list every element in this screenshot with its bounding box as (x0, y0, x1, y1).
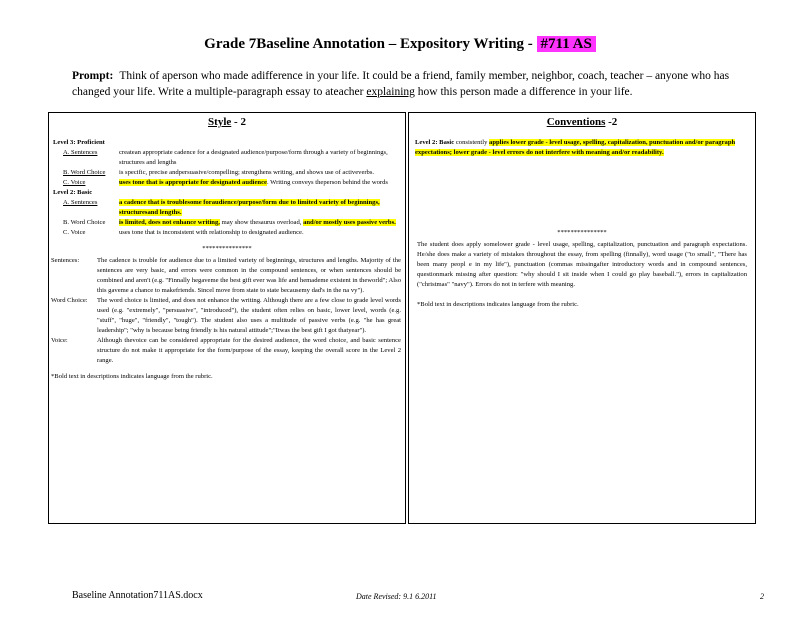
style-rubric (49, 128, 405, 254)
prompt-text-2: how this person made a difference in your life. (414, 86, 633, 98)
style-l3-b: B. Word Choice is specific, precise andpersuasive/compelling; strengthens writing, and shows use of activeverbs. (63, 169, 375, 176)
prompt (72, 68, 732, 100)
style-stars: *************** (202, 245, 252, 252)
prompt-underlined: explaining (366, 86, 415, 98)
style-level2: Level 2: Basic (53, 189, 93, 196)
footer-page-number: 2 (760, 592, 764, 601)
footer-filename: Baseline Annotation711AS.docx (72, 590, 203, 601)
title-tag: #711 AS (537, 36, 596, 52)
conventions-l2-criteria: applies lower grade - level usage, spelling, capitalization, punctuation and/or paragraph expectations; lower grade - level errors do not interfere with meaning and/or readability. (415, 139, 736, 156)
style-l2-a: A. Sentences a cadence that is troublesome foraudience/purpose/form due to limited variety of beginnings, structuresand lengths. (63, 199, 380, 216)
conventions-header-label: Conventions (546, 116, 606, 128)
style-voice: Voice: Although thevoice can be considered appropriate for the desired audience, the word choice, and basic sentence structure do not make it appropriate for the form/purpose of the essay, keeping the overall score in the Level 2 range. (51, 337, 401, 364)
style-l2-c: C. Voice uses tone that is inconsistent with relationship to designated audience. (63, 229, 304, 236)
conventions-rubric (409, 128, 755, 158)
conventions-stars: *************** (557, 229, 607, 236)
style-note: *Bold text in descriptions indicates language from the rubric. (51, 373, 213, 380)
prompt-label: Prompt: (72, 70, 114, 82)
page-title (0, 36, 800, 53)
style-header (49, 116, 405, 128)
title-text: Grade 7Baseline Annotation – Expository Writing - (204, 36, 537, 52)
conventions-l2-pre: consistently (455, 139, 488, 146)
conventions-note: *Bold text in descriptions indicates language from the rubric. (417, 301, 579, 308)
style-level3: Level 3: Proficient (53, 139, 105, 146)
style-l2-b: B. Word Choice is limited, does not enhance writing, may show thesaurus overload, and/or mostly uses passive verbs. (63, 219, 396, 226)
style-l3-a: A. Sentences createan appropriate cadence for a designated audience/purpose/form through a variety of beginnings, structures and lengths (63, 149, 388, 166)
footer-date: Date Revised: 9.1 6.2011 (356, 592, 437, 601)
conventions-score: -2 (608, 116, 618, 128)
conventions-column (408, 112, 756, 524)
style-sentences: Sentences: The cadence is trouble for audience due to a limited variety of beginnings, structures and lengths. Majority of the sentences are very basic, and errors were common in the compound sentences, or when sentences should be combined and aren't (e.g. "Finnally hegaveme the best gift ever was life and hemademe existent in theworld"; Also this gaveme a chance to makefriends. Sincel move from state to state becausemy dad's in the na vy"). (51, 257, 401, 294)
style-l3-c: C. Voice uses tone that is appropriate for designated audience. Writing conveys theperson behind the words (63, 179, 388, 186)
style-score: - 2 (234, 116, 246, 128)
style-wordchoice: Word Choice: The word choice is limited, and does not enhance the writing. Although there are a few close to grade level words used (e.g. "extremely", "persuasive", "introduced"), the student often relies on basic, lower level, words (e.g. "stuff", "huge", "friendly", "tough"). The student also uses a multitude of passive verbs (e.g. "he has great leadership"; "why is because being friendly is his natural attitude";"Itwas the best gift I got thatyear"). (51, 297, 401, 334)
conventions-level2: Level 2: Basic (415, 139, 455, 146)
prompt-text-1: Think of aperson who made adifference in your life. It could be a friend, family member, neighbor, coach, teacher – anyone who has changed your life. Write a multiple-paragraph essay to ateacher (72, 70, 730, 98)
style-header-label: Style (208, 116, 232, 128)
style-annotation (49, 254, 405, 382)
conventions-annotation: The student does apply somelower grade - level usage, spelling, capitalization, punctuation and paragraph expectations. He/she does make a variety of mistakes throughout the essay, from spelling (finnally), word usage ("to small", "There has been many peopl e in my life"), punctuation (commas missingafter introductory words and in compound sentences, questionmark missing after question: "why should I sit inside when I could go play baseball."), errors in capitalization ("christmas" "navy"). Errors do not in terfere with meaning. (417, 241, 747, 288)
style-column (48, 112, 406, 524)
conventions-header (409, 116, 755, 128)
